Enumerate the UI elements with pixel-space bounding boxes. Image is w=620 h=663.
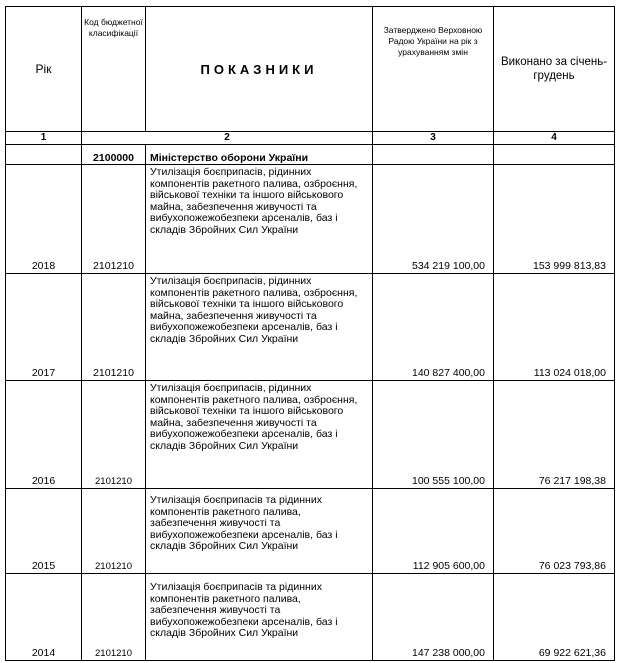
row-code: 2101210 [82,165,146,274]
row-executed: 153 999 813,83 [494,165,615,274]
row-description: Утилізація боєприпасів та рідинних компонентів ракетного палива, забезпечення живучості та вибухопожежобезпеки арсеналів, баз і складів Збройних Сил України [146,574,373,661]
row-approved: 100 555 100,00 [373,381,494,489]
table-header-row [6,7,615,132]
row-executed: 69 922 621,36 [494,574,615,661]
budget-table [5,6,615,661]
header-approved: Затверджено Верховною Радою України на рік з урахуванням змін [373,7,494,132]
row-approved: 140 827 400,00 [373,274,494,381]
row-approved: 112 905 600,00 [373,489,494,574]
ministry-name: Міністерство оборони України [146,145,373,165]
row-year: 2017 [6,274,82,381]
row-year: 2014 [6,574,82,661]
column-number: 3 [373,132,494,145]
row-executed: 76 023 793,86 [494,489,615,574]
header-executed: Виконано за січень-грудень [494,7,615,132]
column-number: 2 [82,132,373,145]
row-description: Утилізація боєприпасів, рідинних компонентів ракетного палива, озброєння, військової техніки та іншого військового майна, забезпечення живучості та вибухопожежобезпеки арсеналів, баз і складів Збройних Сил України [146,165,373,274]
row-executed: 113 024 018,00 [494,274,615,381]
row-code: 2101210 [82,574,146,661]
row-code: 2101210 [82,274,146,381]
column-number: 4 [494,132,615,145]
row-code: 2101210 [82,381,146,489]
row-year: 2016 [6,381,82,489]
header-year: Рік [6,7,82,132]
table-row [6,574,615,661]
row-approved: 534 219 100,00 [373,165,494,274]
row-year: 2015 [6,489,82,574]
column-numbers-row [6,132,615,145]
row-executed: 76 217 198,38 [494,381,615,489]
row-description: Утилізація боєприпасів, рідинних компонентів ракетного палива, озброєння, військової техніки та іншого військового майна, забезпечення живучості та вибухопожежобезпеки арсеналів, баз і складів Збройних Сил України [146,381,373,489]
table-row [6,165,615,274]
header-code: Код бюджетної класифікації [82,7,146,132]
row-description: Утилізація боєприпасів та рідинних компонентів ракетного палива, забезпечення живучості та вибухопожежобезпеки арсеналів, баз і складів Збройних Сил України [146,489,373,574]
table-row [6,274,615,381]
table-row [6,489,615,574]
row-description: Утилізація боєприпасів, рідинних компонентів ракетного палива, озброєння, військової техніки та іншого військового майна, забезпечення живучості та вибухопожежобезпеки арсеналів, баз і складів Збройних Сил України [146,274,373,381]
table-row [6,381,615,489]
ministry-code: 2100000 [82,145,146,165]
header-indicators: ПОКАЗНИКИ [146,7,373,132]
column-number: 1 [6,132,82,145]
row-approved: 147 238 000,00 [373,574,494,661]
row-year: 2018 [6,165,82,274]
ministry-row [6,145,615,165]
row-code: 2101210 [82,489,146,574]
